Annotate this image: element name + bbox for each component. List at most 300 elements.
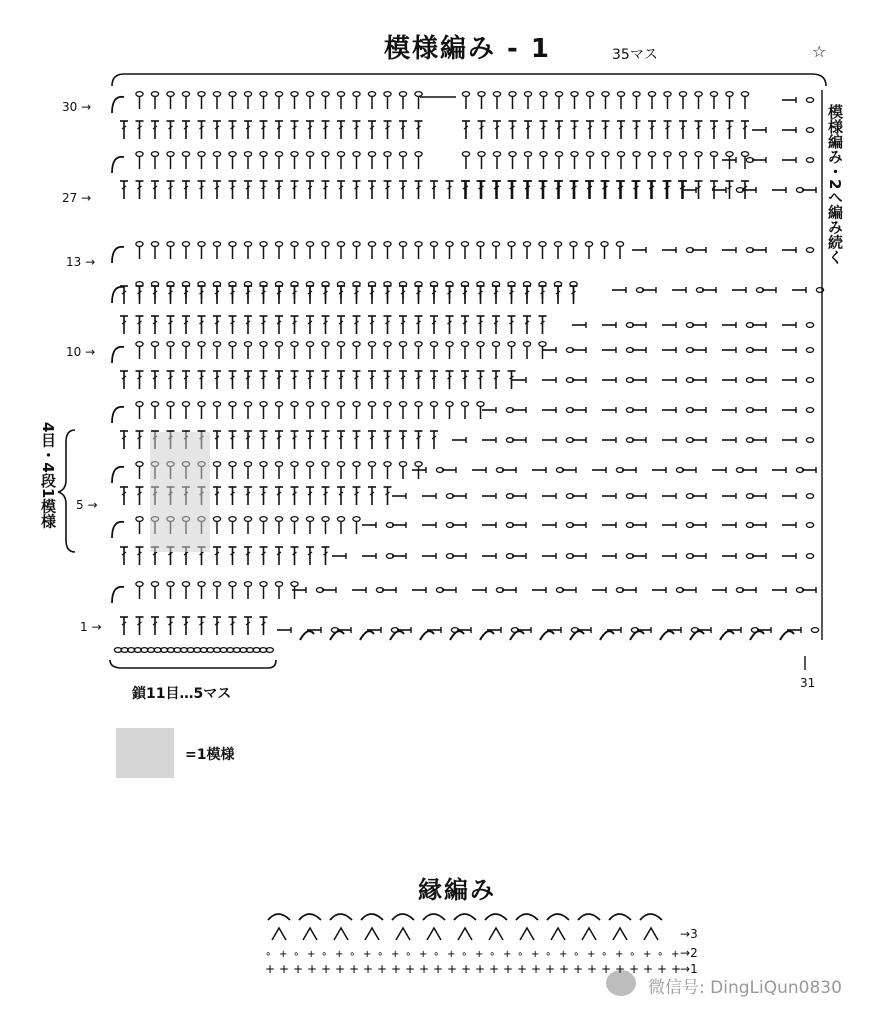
chain-stitch xyxy=(198,582,205,587)
chain-stitch xyxy=(523,242,530,247)
chain-stitch xyxy=(508,342,515,347)
chain-stitch xyxy=(337,462,344,467)
chain-stitch xyxy=(136,582,143,587)
edging-chain: + xyxy=(671,949,680,960)
chain-stitch xyxy=(136,402,143,407)
edging-picot xyxy=(454,914,476,920)
turning-chain xyxy=(112,347,124,363)
chain-stitch xyxy=(260,582,267,587)
chain-stitch xyxy=(811,628,818,633)
chain-stitch xyxy=(322,402,329,407)
edging-picot xyxy=(609,914,631,920)
chain-stitch xyxy=(806,248,813,253)
edging-chain: + xyxy=(503,949,512,960)
chain-stitch xyxy=(306,92,313,97)
chain-stitch xyxy=(244,342,251,347)
chain-stitch xyxy=(229,92,236,97)
chain-stitch xyxy=(198,92,205,97)
chain-stitch xyxy=(353,517,360,522)
edging-sc: + xyxy=(657,962,668,976)
chain-stitch xyxy=(275,517,282,522)
chain-stitch xyxy=(291,342,298,347)
chain-stitch xyxy=(430,342,437,347)
chain-stitch xyxy=(601,242,608,247)
chain-stitch xyxy=(322,242,329,247)
chain-stitch xyxy=(368,342,375,347)
row-label-13: 13 → xyxy=(66,255,96,269)
chain-stitch xyxy=(478,152,485,157)
arc-stitch xyxy=(660,631,674,640)
edging-chain: ∘ xyxy=(265,949,272,960)
edging-sc: + xyxy=(335,962,346,976)
edging-sc: + xyxy=(545,962,556,976)
edging-chain: ∘ xyxy=(489,949,496,960)
arc-stitch xyxy=(720,631,734,640)
chain-stitch xyxy=(198,342,205,347)
chain-stitch xyxy=(477,242,484,247)
edging-chain: ∘ xyxy=(461,949,468,960)
arc-stitch xyxy=(780,631,794,640)
chain-stitch xyxy=(322,517,329,522)
chart-title: 模様編み - 1 xyxy=(384,34,551,64)
chain-stitch xyxy=(260,402,267,407)
chain-stitch xyxy=(399,402,406,407)
chain-stitch xyxy=(291,462,298,467)
chain-stitch xyxy=(415,462,422,467)
chain-stitch xyxy=(585,242,592,247)
star-icon: ☆ xyxy=(812,42,827,61)
arc-stitch xyxy=(540,631,554,640)
chain-stitch xyxy=(353,152,360,157)
chain-stitch xyxy=(415,342,422,347)
chain-stitch xyxy=(368,242,375,247)
edging-fan xyxy=(396,928,410,940)
chain-stitch xyxy=(167,402,174,407)
turning-chain xyxy=(112,157,124,173)
edging-picot xyxy=(268,914,290,920)
chain-stitch xyxy=(136,462,143,467)
edging-chain: + xyxy=(559,949,568,960)
chain-stitch xyxy=(399,462,406,467)
turning-chain xyxy=(112,467,124,483)
turning-chain xyxy=(112,587,124,603)
chain-stitch xyxy=(399,152,406,157)
chain-stitch xyxy=(244,582,251,587)
edging-chain: ∘ xyxy=(321,949,328,960)
edging-sc: + xyxy=(517,962,528,976)
row-label-1: 1 → xyxy=(80,620,102,634)
chain-stitch xyxy=(555,92,562,97)
chain-stitch xyxy=(384,462,391,467)
chain-stitch xyxy=(151,402,158,407)
chain-stitch xyxy=(710,92,717,97)
chain-stitch xyxy=(322,462,329,467)
edging-picot xyxy=(361,914,383,920)
chain-stitch xyxy=(244,517,251,522)
chain-stitch xyxy=(540,152,547,157)
chain-stitch xyxy=(136,517,143,522)
edging-sc: + xyxy=(601,962,612,976)
edging-sc: + xyxy=(531,962,542,976)
chain-stitch xyxy=(182,582,189,587)
chain-stitch xyxy=(275,342,282,347)
edging-row-label-2: →2 xyxy=(680,946,698,960)
chain-stitch xyxy=(260,242,267,247)
edging-sc: + xyxy=(349,962,360,976)
edging-chain: + xyxy=(419,949,428,960)
chain-stitch xyxy=(151,152,158,157)
chain-stitch xyxy=(368,462,375,467)
edging-fan xyxy=(334,928,348,940)
chain-stitch xyxy=(353,92,360,97)
edging-fan xyxy=(458,928,472,940)
chain-stitch xyxy=(493,152,500,157)
edging-fan xyxy=(489,928,503,940)
chain-stitch xyxy=(337,517,344,522)
chain-stitch xyxy=(461,402,468,407)
chain-stitch xyxy=(353,342,360,347)
chain-stitch xyxy=(806,98,813,103)
edging-sc: + xyxy=(587,962,598,976)
chain-stitch xyxy=(806,348,813,353)
edging-chain: ∘ xyxy=(517,949,524,960)
chain-stitch xyxy=(415,152,422,157)
edging-chain: + xyxy=(335,949,344,960)
chain-stitch xyxy=(492,242,499,247)
chain-stitch xyxy=(384,402,391,407)
chain-stitch xyxy=(384,242,391,247)
chain-stitch xyxy=(806,158,813,163)
chain-brace xyxy=(110,660,276,668)
chain-stitch xyxy=(477,402,484,407)
chain-stitch xyxy=(648,92,655,97)
edging-sc: + xyxy=(419,962,430,976)
stitch-count-label: 35マス xyxy=(612,47,658,63)
chain-stitch xyxy=(462,92,469,97)
arc-stitch xyxy=(360,631,374,640)
edging-fan xyxy=(272,928,286,940)
chain-stitch xyxy=(182,342,189,347)
chain-stitch xyxy=(151,242,158,247)
chain-stitch xyxy=(213,582,220,587)
chain-stitch xyxy=(368,152,375,157)
edging-picot xyxy=(392,914,414,920)
turning-chain xyxy=(112,522,124,538)
chain-stitch xyxy=(213,402,220,407)
end-stitch-number: 31 xyxy=(800,676,816,690)
legend-label: =1模様 xyxy=(185,747,235,763)
chain-stitch xyxy=(306,342,313,347)
chain-stitch xyxy=(617,92,624,97)
chain-stitch xyxy=(260,152,267,157)
arc-stitch xyxy=(420,631,434,640)
chain-stitch xyxy=(384,342,391,347)
chain-stitch xyxy=(244,242,251,247)
chain-stitch xyxy=(806,438,813,443)
chain-stitch xyxy=(493,92,500,97)
chain-stitch xyxy=(602,152,609,157)
chain-stitch xyxy=(679,152,686,157)
chain-stitch xyxy=(291,242,298,247)
continue-note: 模様編み・2へ編み続く xyxy=(826,104,844,265)
chain-stitch xyxy=(291,402,298,407)
chain-stitch xyxy=(540,92,547,97)
edging-chain: + xyxy=(391,949,400,960)
edging-fan xyxy=(303,928,317,940)
edging-sc: + xyxy=(643,962,654,976)
chain-stitch xyxy=(415,92,422,97)
chain-stitch xyxy=(741,92,748,97)
edging-sc: + xyxy=(307,962,318,976)
edging-picot xyxy=(423,914,445,920)
edging-sc: + xyxy=(489,962,500,976)
edging-picot xyxy=(640,914,662,920)
edging-chain: + xyxy=(363,949,372,960)
chain-stitch xyxy=(570,242,577,247)
chain-stitch xyxy=(306,517,313,522)
edging-sc: + xyxy=(279,962,290,976)
edging-chain: ∘ xyxy=(601,949,608,960)
chain-stitch xyxy=(167,92,174,97)
edging-sc: + xyxy=(265,962,276,976)
turning-chain xyxy=(112,247,124,263)
chain-stitch xyxy=(616,242,623,247)
edging-sc: + xyxy=(293,962,304,976)
chain-stitch xyxy=(806,554,813,559)
chain-stitch xyxy=(399,92,406,97)
edging-row-label-1: →1 xyxy=(680,962,698,976)
chain-stitch xyxy=(136,342,143,347)
chain-stitch xyxy=(539,242,546,247)
chain-stitch xyxy=(213,152,220,157)
turning-chain xyxy=(112,407,124,423)
chain-stitch xyxy=(617,152,624,157)
edging-row-label-3: →3 xyxy=(680,927,698,941)
edging-fan xyxy=(582,928,596,940)
chain-stitch xyxy=(198,402,205,407)
row-label-10: 10 → xyxy=(66,345,96,359)
chain-stitch xyxy=(523,342,530,347)
chain-stitch xyxy=(322,342,329,347)
edging-sc: + xyxy=(573,962,584,976)
chain-stitch xyxy=(337,92,344,97)
chain-stitch xyxy=(554,242,561,247)
chain-stitch xyxy=(664,92,671,97)
chain-stitch xyxy=(182,242,189,247)
chain-stitch xyxy=(260,462,267,467)
repeat-brace xyxy=(58,430,75,552)
edging-fan xyxy=(644,928,658,940)
chain-stitch xyxy=(509,152,516,157)
edging-chain: + xyxy=(587,949,596,960)
chain-stitch xyxy=(213,342,220,347)
chain-stitch xyxy=(586,92,593,97)
chain-stitch xyxy=(555,152,562,157)
chain-stitch xyxy=(306,462,313,467)
chain-stitch xyxy=(415,402,422,407)
chain-stitch xyxy=(198,242,205,247)
edging-sc: + xyxy=(559,962,570,976)
edging-chain: + xyxy=(475,949,484,960)
edging-fan xyxy=(427,928,441,940)
chain-stitch xyxy=(806,494,813,499)
chain-stitch xyxy=(337,242,344,247)
edging-picot xyxy=(578,914,600,920)
chain-stitch xyxy=(275,402,282,407)
chain-stitch xyxy=(151,582,158,587)
chain-stitch xyxy=(182,152,189,157)
chain-stitch xyxy=(229,152,236,157)
repeat-shading xyxy=(150,432,210,552)
chain-stitch xyxy=(399,242,406,247)
chain-stitch xyxy=(260,92,267,97)
edging-picot xyxy=(516,914,538,920)
edging-sc: + xyxy=(475,962,486,976)
chain-stitch xyxy=(167,242,174,247)
chain-stitch xyxy=(509,92,516,97)
edging-sc: + xyxy=(363,962,374,976)
chain-stitch xyxy=(260,517,267,522)
chain-stitch xyxy=(244,462,251,467)
edging-chain: + xyxy=(447,949,456,960)
chain-stitch xyxy=(726,92,733,97)
edging-fan xyxy=(551,928,565,940)
chain-stitch xyxy=(384,152,391,157)
chain-stitch xyxy=(306,242,313,247)
arc-stitch xyxy=(600,631,614,640)
chain-stitch xyxy=(291,92,298,97)
chain-stitch xyxy=(198,152,205,157)
chain-stitch xyxy=(430,402,437,407)
chain-stitch xyxy=(337,152,344,157)
chain-stitch xyxy=(353,242,360,247)
chain-stitch xyxy=(213,462,220,467)
chain-stitch xyxy=(291,152,298,157)
row-label-27: 27 → xyxy=(62,191,92,205)
edging-title: 縁編み xyxy=(418,876,496,904)
chain-stitch xyxy=(539,342,546,347)
chain-stitch xyxy=(710,152,717,157)
chain-stitch xyxy=(633,152,640,157)
chain-count-label: 鎖11目…5マス xyxy=(132,686,232,702)
chain-stitch xyxy=(368,402,375,407)
chain-stitch xyxy=(306,152,313,157)
chain-stitch xyxy=(136,242,143,247)
chain-stitch xyxy=(461,242,468,247)
edging-sc: + xyxy=(671,962,682,976)
chain-stitch xyxy=(477,342,484,347)
chain-stitch xyxy=(806,378,813,383)
chain-stitch xyxy=(136,92,143,97)
chain-stitch xyxy=(136,152,143,157)
edging-picot xyxy=(330,914,352,920)
chain-stitch xyxy=(446,342,453,347)
edging-chain: + xyxy=(615,949,624,960)
chain-stitch xyxy=(368,92,375,97)
watermark: 微信号: DingLiQun0830 xyxy=(648,978,842,998)
chain-stitch xyxy=(571,92,578,97)
chain-stitch xyxy=(213,517,220,522)
chain-stitch xyxy=(461,342,468,347)
chain-stitch xyxy=(508,242,515,247)
chain-stitch xyxy=(275,462,282,467)
chain-stitch xyxy=(151,92,158,97)
chain-stitch xyxy=(571,152,578,157)
edging-fan xyxy=(613,928,627,940)
chain-stitch xyxy=(291,517,298,522)
chain-stitch xyxy=(806,323,813,328)
chain-stitch xyxy=(586,152,593,157)
chain-stitch xyxy=(213,242,220,247)
edging-chain: + xyxy=(643,949,652,960)
chain-stitch xyxy=(478,92,485,97)
chain-stitch xyxy=(167,342,174,347)
arc-stitch xyxy=(480,631,494,640)
chain-stitch xyxy=(229,462,236,467)
edging-chain: ∘ xyxy=(545,949,552,960)
edging-chain: ∘ xyxy=(629,949,636,960)
chain-stitch xyxy=(275,152,282,157)
edging-chain: ∘ xyxy=(377,949,384,960)
chain-stitch xyxy=(229,402,236,407)
arc-stitch xyxy=(300,631,314,640)
edging-chain: ∘ xyxy=(433,949,440,960)
repeat-note: 4目・4段1模様 xyxy=(39,422,57,529)
edging-chain: ∘ xyxy=(573,949,580,960)
edging-chain: ∘ xyxy=(349,949,356,960)
chain-stitch xyxy=(182,402,189,407)
chain-stitch xyxy=(524,152,531,157)
turning-chain xyxy=(112,287,124,303)
chain-stitch xyxy=(275,582,282,587)
edging-fan xyxy=(520,928,534,940)
edging-chain: ∘ xyxy=(657,949,664,960)
chain-stitch xyxy=(633,92,640,97)
chain-stitch xyxy=(492,342,499,347)
chain-stitch xyxy=(229,582,236,587)
chain-stitch xyxy=(695,152,702,157)
chain-stitch xyxy=(182,92,189,97)
edging-sc: + xyxy=(377,962,388,976)
edging-chain: + xyxy=(279,949,288,960)
row-label-30: 30 → xyxy=(62,100,92,114)
chain-stitch xyxy=(244,402,251,407)
edging-picot xyxy=(485,914,507,920)
chain-stitch xyxy=(726,152,733,157)
chain-stitch xyxy=(229,242,236,247)
chain-stitch xyxy=(306,402,313,407)
edging-chain: ∘ xyxy=(293,949,300,960)
chain-stitch xyxy=(291,582,298,587)
chain-stitch xyxy=(806,128,813,133)
edging-sc: + xyxy=(405,962,416,976)
edging-sc: + xyxy=(503,962,514,976)
chain-stitch xyxy=(244,152,251,157)
chain-stitch xyxy=(415,242,422,247)
chain-stitch xyxy=(353,462,360,467)
edging-sc: + xyxy=(321,962,332,976)
chain-stitch xyxy=(337,402,344,407)
turning-chain xyxy=(112,97,124,113)
chain-stitch xyxy=(446,242,453,247)
edging-sc: + xyxy=(433,962,444,976)
chain-stitch xyxy=(229,517,236,522)
edging-fan xyxy=(365,928,379,940)
chain-stitch xyxy=(679,92,686,97)
chain-stitch xyxy=(244,92,251,97)
chain-stitch xyxy=(446,402,453,407)
chain-stitch xyxy=(167,582,174,587)
